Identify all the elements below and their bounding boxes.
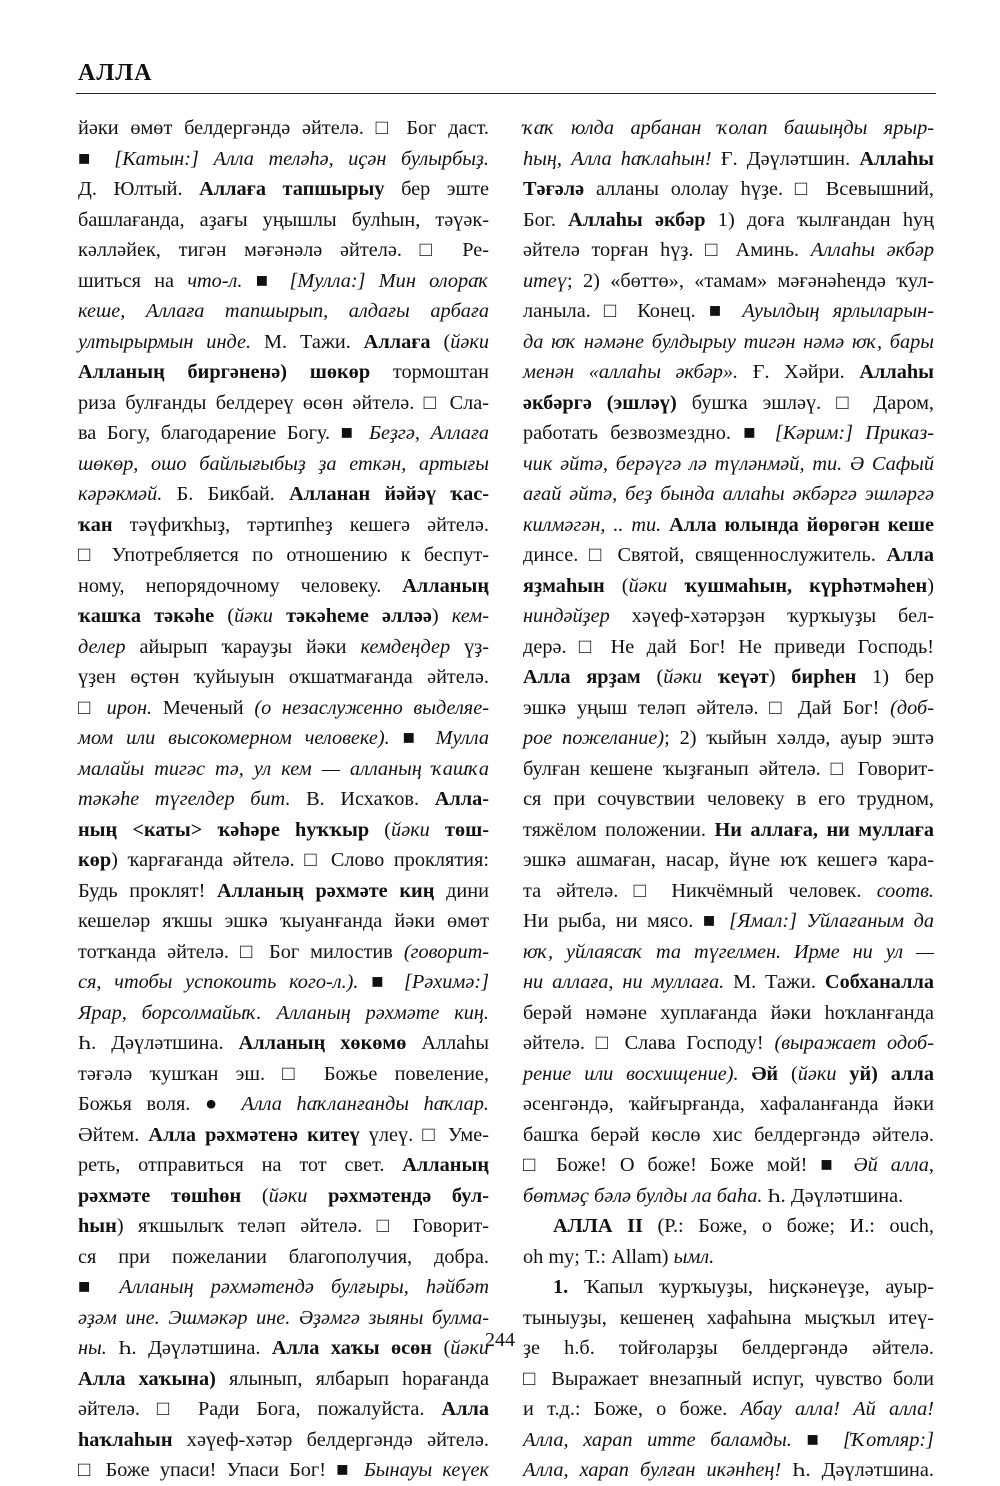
left-column-line — [78, 601, 489, 632]
italic-text: соотв. — [876, 879, 934, 902]
left-column-line — [78, 815, 489, 846]
italic-text: кәрәкмәй. — [78, 483, 163, 505]
italic-text: ултырырмын инде. — [78, 330, 252, 353]
left-column-line — [78, 571, 489, 602]
right-column-line — [523, 845, 934, 876]
italic-text: ниндәйҙер — [523, 605, 610, 627]
text: әсенгәндә, ҡайғырғанда, хафаланғанда йәки — [523, 1093, 934, 1115]
left-column-line — [78, 1394, 489, 1425]
right-column-line — [523, 1455, 934, 1486]
text: □ Выражает внезапный испуг, чувство боли — [523, 1367, 934, 1390]
italic-text: ни аллаға, ни муллаға. — [523, 971, 725, 993]
header-rule — [76, 93, 936, 94]
right-column-line — [523, 998, 934, 1029]
italic-text: Алла, харап итте баламды. — [523, 1428, 792, 1451]
left-column-line — [78, 327, 489, 358]
left-column-line — [78, 266, 489, 297]
text: ( — [241, 1184, 269, 1207]
text: тотҡанда әйтелә. □ Бог милостив — [78, 940, 404, 963]
italic-text: Бынауы кеүек — [363, 1459, 490, 1481]
italic-text: [Катын:] Алла теләһә, иҫән булырбыҙ. — [114, 147, 489, 170]
italic-text: ся, чтобы успокоить кого-л.). — [78, 971, 359, 993]
headword: Аллаһы — [859, 147, 934, 170]
text: ) ҡарғағанда әйтелә. □ Слово проклятия: — [111, 849, 489, 871]
italic-text: да юҡ нәмәне булдырыу тигән нәмә юҡ, бары — [523, 330, 934, 353]
right-column-line — [523, 510, 934, 541]
headword: рәхмәте төшһөн — [78, 1184, 242, 1207]
text: ланыла. □ Конец. ■ — [523, 300, 743, 322]
italic-text: әҙәм ине. Эшмәкәр ине. Әҙәмгә зыяны булма- — [78, 1306, 489, 1329]
text: ■ — [78, 147, 115, 170]
headword: Алла ярҙам — [523, 666, 641, 688]
left-column-line — [78, 998, 489, 1029]
right-column-line — [523, 357, 934, 388]
headword: Алланың рәхмәте киң — [217, 879, 435, 902]
italic-text: Ауылдың ярлыларын- — [742, 300, 934, 322]
text — [287, 361, 310, 383]
left-column-line — [78, 1272, 489, 1303]
running-head: АЛЛА — [78, 60, 153, 86]
text — [667, 575, 684, 597]
text: ) — [927, 574, 934, 597]
right-column-line — [523, 388, 934, 419]
text: үҙ- — [450, 635, 489, 658]
headword: Алла хаҡы өсөн — [271, 1337, 432, 1359]
left-column-line — [78, 1211, 489, 1242]
italic-text: кем- — [451, 605, 489, 627]
right-column-line — [523, 1059, 934, 1090]
headword: Алла- — [434, 788, 489, 810]
headword: ҡеүәт — [717, 666, 769, 688]
left-column-line — [78, 1242, 489, 1273]
text: шиться на — [78, 269, 188, 292]
italic-text: делер — [78, 635, 126, 658]
text: ( — [432, 1337, 451, 1359]
italic-text: бөтмәҫ бәлә булды ла баһа. — [523, 1184, 763, 1207]
left-column — [78, 113, 489, 1486]
right-column-line — [523, 723, 934, 754]
text: тыныуҙы, кешенең хафаһына мыҫҡыл итеү- — [523, 1306, 934, 1329]
text: ; 2) «бөттө», «тамам» мәғәнәһендә ҡул- — [566, 269, 934, 292]
italic-text: (доб- — [890, 696, 934, 719]
right-column-line — [523, 693, 934, 724]
headword: Алла — [441, 1398, 489, 1420]
left-column-line — [78, 1089, 489, 1120]
left-column-line — [78, 906, 489, 937]
headword: Тәғәлә — [523, 178, 585, 200]
italic-text: йәки — [450, 330, 489, 353]
right-column-line — [523, 601, 934, 632]
text: әйтелә. □ Слава Господу! — [523, 1032, 775, 1054]
headword: көр — [78, 849, 112, 871]
italic-text: йәки — [628, 574, 668, 597]
text: бер эште — [384, 178, 489, 200]
headword: бирһен — [791, 666, 857, 688]
left-column-line — [78, 235, 489, 266]
text: ҙе һ.б. тойғоларҙы белдергәндә әйтелә. — [523, 1337, 934, 1359]
left-column-line — [78, 1028, 489, 1059]
right-column-line — [523, 113, 934, 144]
text: □ — [78, 696, 107, 719]
left-column-line — [78, 1181, 489, 1212]
right-column-line — [523, 815, 934, 846]
italic-text: шөкөр, ошо байлығыбыҙ ҙа еткән, артығы — [78, 452, 489, 475]
text: Б. Бикбай. — [162, 483, 290, 505]
italic-text: Аллаһы әкбәр — [810, 239, 934, 261]
right-column-line — [523, 571, 934, 602]
italic-text: [Ҡотляр:] — [843, 1428, 934, 1451]
italic-text: что-л. — [187, 269, 243, 292]
left-column-line — [78, 540, 489, 571]
headword: уй) алла — [849, 1062, 935, 1085]
text: әйтелә. □ Ради Бога, пожалуйста. — [78, 1398, 442, 1420]
text: хәүеф-хәтәрҙән ҡурҡыуҙы бел- — [609, 605, 934, 627]
text: ся при пожелании благополучия, добра. — [78, 1245, 489, 1268]
right-column-line — [523, 1181, 934, 1212]
page-number: 244 — [485, 1329, 515, 1351]
left-column-line — [78, 1059, 489, 1090]
left-column-line — [78, 1364, 489, 1395]
headword: һаҡлаһын — [78, 1428, 173, 1451]
text: Бог. — [523, 208, 569, 231]
right-column-line — [523, 906, 934, 937]
headword: Аллаға тапшырыу — [199, 178, 385, 200]
left-column-line — [78, 784, 489, 815]
italic-text: һың, Алла һаҡлаһын! — [523, 147, 712, 170]
right-column-line — [523, 144, 934, 175]
left-column-line — [78, 510, 489, 541]
italic-text: ымл. — [673, 1245, 715, 1268]
text: та әйтелә. □ Никчёмный человек. — [523, 879, 877, 902]
headword: һын — [78, 1215, 117, 1237]
text: ся при сочувствии человеку в его трудном, — [523, 788, 934, 810]
text: М. Тажи. — [251, 330, 364, 353]
headword: шөкөр — [309, 361, 371, 383]
right-column-line — [523, 1425, 934, 1456]
italic-text: менән «аллаһы әкбәр». — [523, 361, 739, 383]
italic-text: йәки — [450, 1337, 490, 1359]
italic-text: Абау алла! Ай алла! — [740, 1398, 934, 1420]
right-column-line — [523, 967, 934, 998]
right-column-line — [523, 327, 934, 358]
text: Һ. Дәүләтшина. — [78, 1032, 239, 1054]
right-column-line — [523, 876, 934, 907]
italic-text: (говорит- — [403, 940, 489, 963]
text: ■ — [358, 971, 404, 993]
text: ( — [369, 818, 392, 841]
italic-text: йәки — [391, 818, 430, 841]
headword: Ни аллаға, ни муллаға — [714, 818, 934, 841]
right-column-line — [523, 662, 934, 693]
text: Һ. Дәүләтшина. — [781, 1459, 934, 1481]
left-column-line — [78, 296, 489, 327]
text: ; 2) ҡыйын хәлдә, ауыр эштә — [664, 727, 935, 749]
text: Һ. Дәүләтшина. — [106, 1337, 272, 1359]
right-column-line — [523, 418, 934, 449]
text: тәүфиҡһыҙ, тәртипһеҙ кешегә әйтелә. — [112, 513, 489, 536]
right-column-line — [523, 1272, 934, 1303]
headword: Алла — [886, 544, 934, 566]
italic-text: (о незаслуженно выделяе- — [254, 696, 489, 719]
headword: рәхмәтендә бул- — [328, 1184, 490, 1207]
left-column-line — [78, 388, 489, 419]
italic-text: юҡ, уйлаясаҡ та түгелмен. Ирме ни ул — — [523, 940, 934, 963]
italic-text: Мулла — [435, 727, 489, 749]
headword: Алланың — [402, 1154, 489, 1176]
text — [430, 819, 445, 841]
right-column-line — [523, 1394, 934, 1425]
left-column-line — [78, 693, 489, 724]
text: □ Употребляется по отношению к беспут- — [78, 544, 489, 566]
right-column — [523, 113, 934, 1486]
text: кәлләйек, тигән мәғәнәлә әйтелә. □ Ре- — [78, 239, 489, 261]
italic-text: тәкәһе түгелдер бит. — [78, 788, 291, 810]
text: и т.д.: Боже, о боже. — [523, 1398, 741, 1420]
headword: Аллаһы әкбәр — [568, 208, 706, 231]
text: ному, непорядочному человеку. — [78, 574, 403, 597]
headword: яҙмаһын — [523, 574, 605, 597]
headword: Аллаға — [363, 330, 431, 353]
left-column-line — [78, 1455, 489, 1486]
text: тормоштан — [370, 361, 489, 383]
text: Меченый — [152, 696, 255, 719]
left-column-line — [78, 418, 489, 449]
italic-text: Алланың рәхмәтендә булғыры, һәйбәт — [119, 1276, 489, 1298]
text: ) — [431, 605, 452, 627]
headword: Алланың хөкөмө — [238, 1032, 407, 1054]
text — [307, 1185, 328, 1207]
italic-text: йәки — [797, 1062, 837, 1085]
text: эшкә ашмаған, насар, йүне юҡ кешегә ҡара- — [523, 849, 934, 871]
left-column-line — [78, 937, 489, 968]
text: Ғ. Дәүләтшин. — [711, 147, 860, 170]
left-column-line — [78, 205, 489, 236]
text: Будь проклят! — [78, 879, 218, 902]
italic-text: ағай әйтә, беҙ бында аллаһы әкбәргә эшләргә — [523, 483, 934, 505]
text: берәй нәмәне хуплағанда йәки һоҡланғанда — [523, 1001, 934, 1024]
text: Божья воля. ● — [78, 1093, 242, 1115]
right-column-line — [523, 1364, 934, 1395]
italic-text: Алла, харап булған икәнһең! — [523, 1459, 782, 1481]
italic-text: кемдеңдер — [360, 635, 451, 658]
headword: Алла рәхмәтенә китеү — [148, 1123, 360, 1146]
text: айырып ҡарауҙы йәки — [125, 635, 361, 658]
italic-text: малайы тигәс тә, ул кем — алланың ҡашҡа — [78, 757, 489, 780]
text — [702, 666, 718, 688]
headword: төш- — [445, 818, 489, 841]
right-column-line — [523, 1211, 934, 1242]
right-column-line — [523, 266, 934, 297]
right-column-line — [523, 937, 934, 968]
right-column-line — [523, 1028, 934, 1059]
text: үҙен өҫтөн ҡуйыуын оҡшатмағанда әйтелә. — [78, 666, 489, 688]
headword: Алла юлында йөрөгән кеше — [669, 513, 934, 536]
right-column-line — [523, 449, 934, 480]
right-column-line — [523, 754, 934, 785]
italic-text: йәки — [663, 666, 703, 688]
italic-text: Алла һаҡланғанды һаҡлар. — [241, 1093, 489, 1115]
text: ялынып, ялбарып һорағанда — [215, 1367, 490, 1390]
text: ) — [768, 666, 792, 688]
text: ( — [778, 1062, 798, 1085]
italic-text: Әй алла, — [853, 1154, 934, 1176]
italic-text: ҡаҡ юлда арбанан ҡолап башыңды ярыр- — [523, 117, 934, 139]
left-column-line — [78, 1120, 489, 1151]
left-column-line — [78, 754, 489, 785]
text: башлағанда, аҙағы уңышлы булһын, тәүәк- — [78, 208, 489, 231]
text: ■ — [389, 727, 436, 749]
text: әйтелә торған һүҙ. □ Аминь. — [523, 239, 811, 261]
italic-text: кеше, Аллаға тапшырып, алдағы арбаға — [78, 300, 489, 322]
headword: Собханалла — [824, 971, 934, 993]
headword: Алланан йәйәү ҡас- — [289, 483, 489, 505]
text: Ни рыба, ни мясо. ■ — [523, 910, 730, 932]
text: реть, отправиться на тот свет. — [78, 1154, 403, 1176]
right-column-line — [523, 1242, 934, 1273]
text — [273, 605, 286, 627]
left-column-line — [78, 723, 489, 754]
italic-text: рение или восхищение). — [523, 1062, 739, 1085]
right-column-line — [523, 174, 934, 205]
text: ■ — [242, 269, 290, 292]
headword: тәкәһеме әлләə — [286, 605, 432, 627]
text: М. Тажи. — [724, 971, 825, 993]
left-column-line — [78, 479, 489, 510]
headword: ҡашҡа тәкәһе — [78, 605, 215, 627]
text: ( — [604, 574, 629, 597]
text: □ Боже! О боже! Боже мой! ■ — [523, 1154, 854, 1176]
text: Ғ. Хәйри. — [738, 361, 860, 383]
headword: Әй — [751, 1062, 779, 1085]
right-column-line — [523, 784, 934, 815]
italic-text: итеү — [523, 269, 567, 292]
italic-text: [Ямал:] Уйлағаным да — [729, 910, 934, 932]
right-column-line — [523, 1089, 934, 1120]
text: ) яҡшылыҡ теләп әйтелә. □ Говорит- — [116, 1215, 489, 1237]
italic-text: мом или высокомерном человеке). — [78, 727, 390, 749]
text: ( — [430, 330, 451, 353]
left-column-line — [78, 144, 489, 175]
italic-text: йәки — [268, 1184, 308, 1207]
italic-text: килмәгән, .. ти. — [523, 513, 662, 536]
text: oh my; Т.: Allam) — [523, 1245, 674, 1268]
right-column-line — [523, 296, 934, 327]
text: Әйтем. — [78, 1123, 149, 1146]
left-column-line — [78, 845, 489, 876]
text: эшкә уңыш теләп әйтелә. □ Дай Бог! — [523, 696, 891, 719]
text: алланы ололау һүҙе. □ Всевышний, — [584, 178, 934, 200]
italic-text: чик әйтә, берәүгә лә түләнмәй, ти. Ә Сафый — [523, 452, 934, 475]
text: йәки өмөт белдергәндә әйтелә. □ Бог даст. — [78, 117, 489, 139]
text: кешеләр яҡшы эшкә ҡыуанғанда йәки өмөт — [78, 910, 489, 932]
text: үлеү. □ Уме- — [359, 1123, 490, 1146]
italic-text: [Рәхимә:] — [403, 971, 489, 993]
left-column-line — [78, 632, 489, 663]
text: Д. Юлтый. — [78, 178, 200, 200]
text: 1) бер — [856, 666, 934, 688]
headword: Алланың — [402, 574, 489, 597]
right-column-line — [523, 205, 934, 236]
text: хәүеф-хәтәр белдергәндә әйтелә. — [172, 1428, 489, 1451]
text: ■ — [78, 1276, 120, 1298]
text: Аллаһы — [406, 1032, 489, 1054]
left-column-line — [78, 449, 489, 480]
headword: АЛЛА II — [553, 1215, 643, 1237]
text: Һ. Дәүләтшина. — [762, 1184, 904, 1207]
text: тәғәлә ҡушҡан эш. □ Божье повеление, — [78, 1062, 489, 1085]
italic-text: ирон. — [106, 696, 153, 719]
left-column-line — [78, 967, 489, 998]
text: дерә. □ Не дай Бог! Не приведи Господь! — [523, 635, 934, 658]
right-column-line — [523, 1150, 934, 1181]
text: ( — [214, 605, 235, 627]
italic-text: [Мулла:] Мин олораҡ — [289, 269, 490, 292]
headword: 1. — [553, 1276, 569, 1298]
text: бушҡа эшләү. □ Даром, — [676, 391, 934, 414]
right-column-line — [523, 479, 934, 510]
italic-text: (выражает одоб- — [774, 1032, 934, 1054]
text: □ Боже упаси! Упаси Бог! ■ — [78, 1459, 364, 1481]
text: булған кешене ҡыҙғанып әйтелә. □ Говорит- — [523, 757, 934, 780]
italic-text: [Кәрим:] Приказ- — [774, 422, 934, 444]
italic-text: Беҙгә, Аллаға — [369, 422, 489, 444]
text: башҡа берәй көслө хис белдергәндә әйтелә. — [523, 1123, 934, 1146]
text: ( — [640, 666, 664, 688]
text: работать безвозмездно. ■ — [523, 422, 775, 444]
headword: Аллаһы — [859, 361, 934, 383]
text: дини — [434, 879, 489, 902]
text: Ҡапыл ҡурҡыуҙы, һиҫкәнеүҙе, ауыр- — [568, 1276, 934, 1298]
text — [739, 1063, 752, 1085]
italic-text: Ярар, борсолмайыҡ. Алланың рәхмәте киң. — [78, 1001, 489, 1024]
left-column-line — [78, 113, 489, 144]
left-column-line — [78, 1150, 489, 1181]
text — [661, 514, 669, 536]
left-column-line — [78, 1425, 489, 1456]
headword: Алланың биргәненә) — [78, 361, 287, 383]
text: тяжёлом положении. — [523, 818, 715, 841]
italic-text: рое пожелание) — [523, 727, 665, 749]
right-column-line — [523, 540, 934, 571]
text: риза булғанды белдереү өсөн әйтелә. □ Сла- — [78, 391, 489, 414]
left-column-line — [78, 876, 489, 907]
left-column-line — [78, 662, 489, 693]
text: (Р.: Боже, о боже; И.: ouch, — [642, 1215, 935, 1237]
left-column-line — [78, 357, 489, 388]
text: динсе. □ Святой, священнослужитель. — [523, 544, 887, 566]
right-column-line — [523, 1120, 934, 1151]
headword: әкбәргә (эшләү) — [523, 391, 677, 414]
italic-text: йәки — [234, 605, 273, 627]
text: ■ — [791, 1428, 844, 1451]
headword: ның <каты> ҡәһәре һуҡҡыр — [78, 818, 370, 841]
headword: ҡан — [78, 513, 113, 536]
text: 1) доға ҡылғандан һуң — [705, 208, 934, 231]
italic-text: ны. — [78, 1337, 107, 1359]
text: ва Богу, благодарение Богу. ■ — [78, 422, 370, 444]
right-column-line — [523, 632, 934, 663]
headword: Алла хаҡына) — [78, 1367, 216, 1390]
left-column-line — [78, 174, 489, 205]
text — [837, 1063, 850, 1085]
text: В. Исхаҡов. — [290, 788, 435, 810]
headword: ҡушмаһын, күрһәтмәһен — [684, 574, 928, 597]
right-column-line — [523, 235, 934, 266]
